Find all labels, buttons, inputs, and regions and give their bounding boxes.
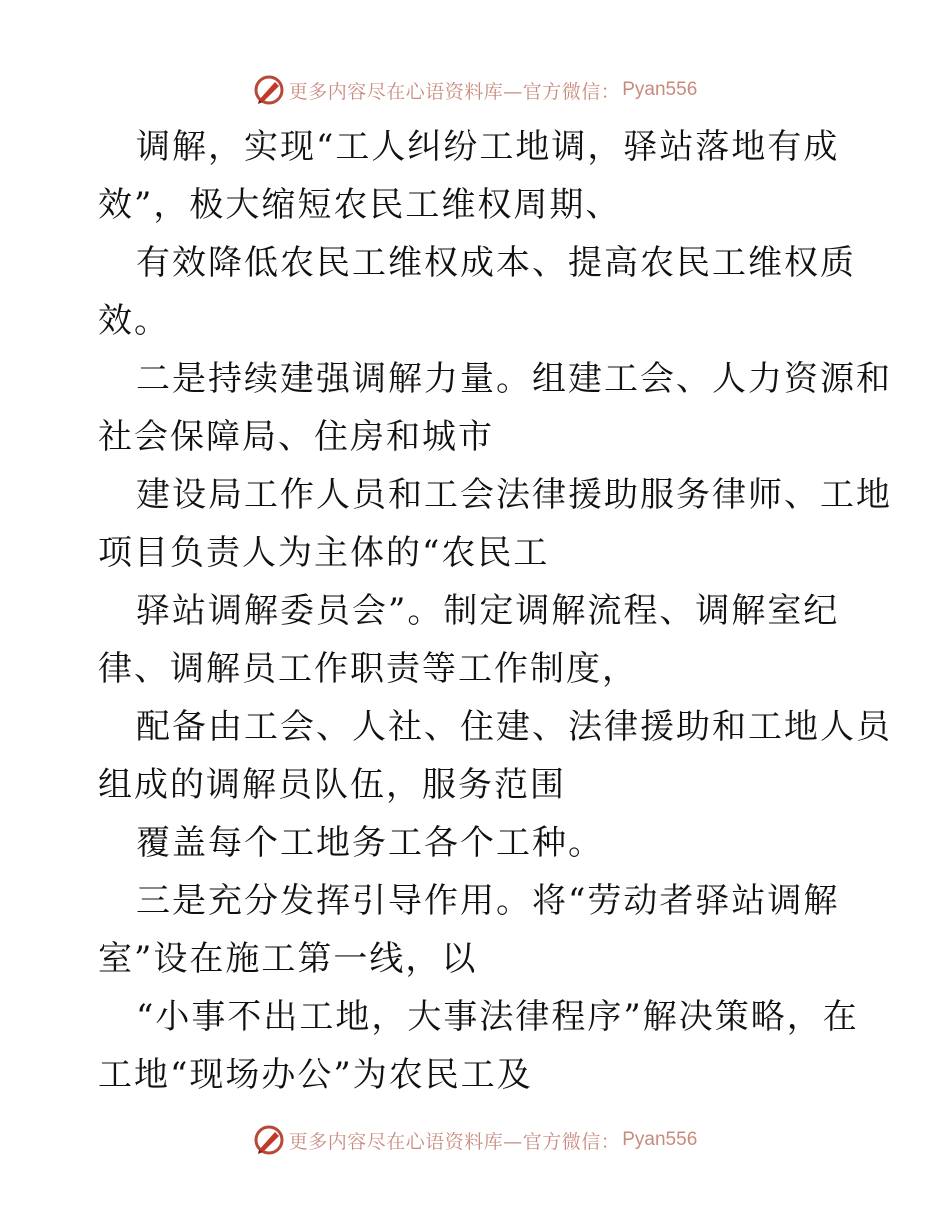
body-line: 二是持续建强调解力量。组建工会、人力资源和	[136, 359, 892, 399]
body-line: 效”，极大缩短农民工维权周期、	[98, 185, 622, 225]
body-line: 建设局工作人员和工会法律援助服务律师、工地	[136, 475, 892, 515]
body-line: 有效降低农民工维权成本、提高农民工维权质	[136, 243, 856, 283]
body-line: 覆盖每个工地务工各个工种。	[136, 823, 604, 863]
body-line: “小事不出工地，大事法律程序”解决策略，在	[136, 997, 859, 1037]
body-line: 项目负责人为主体的“农民工	[98, 533, 550, 573]
body-line: 配备由工会、人社、住建、法律援助和工地人员	[136, 707, 892, 747]
body-line: 三是充分发挥引导作用。将“劳动者驿站调解	[136, 881, 840, 921]
body-line: 室”设在施工第一线，以	[98, 939, 478, 979]
document-body	[98, 118, 892, 1104]
banner-wechat-id: Pyan556	[622, 79, 698, 100]
body-line: 律、调解员工作职责等工作制度，	[98, 649, 638, 689]
body-line: 驿站调解委员会”。制定调解流程、调解室纪	[136, 591, 840, 631]
body-line: 效。	[98, 301, 170, 341]
pen-logo-icon	[253, 1124, 285, 1156]
banner-text: 更多内容尽在心语资料库—官方微信：	[288, 80, 621, 103]
pen-logo-icon	[253, 74, 285, 106]
body-line: 工地“现场办公”为农民工及	[98, 1055, 533, 1095]
body-line: 组成的调解员队伍，服务范围	[98, 765, 566, 805]
header-banner	[0, 70, 950, 110]
body-line: 社会保障局、住房和城市	[98, 417, 494, 457]
banner-text: 更多内容尽在心语资料库—官方微信：	[288, 1130, 621, 1153]
footer-banner	[0, 1120, 950, 1160]
body-line: 调解，实现“工人纠纷工地调，驿站落地有成	[136, 127, 840, 167]
banner-wechat-id: Pyan556	[622, 1129, 698, 1150]
